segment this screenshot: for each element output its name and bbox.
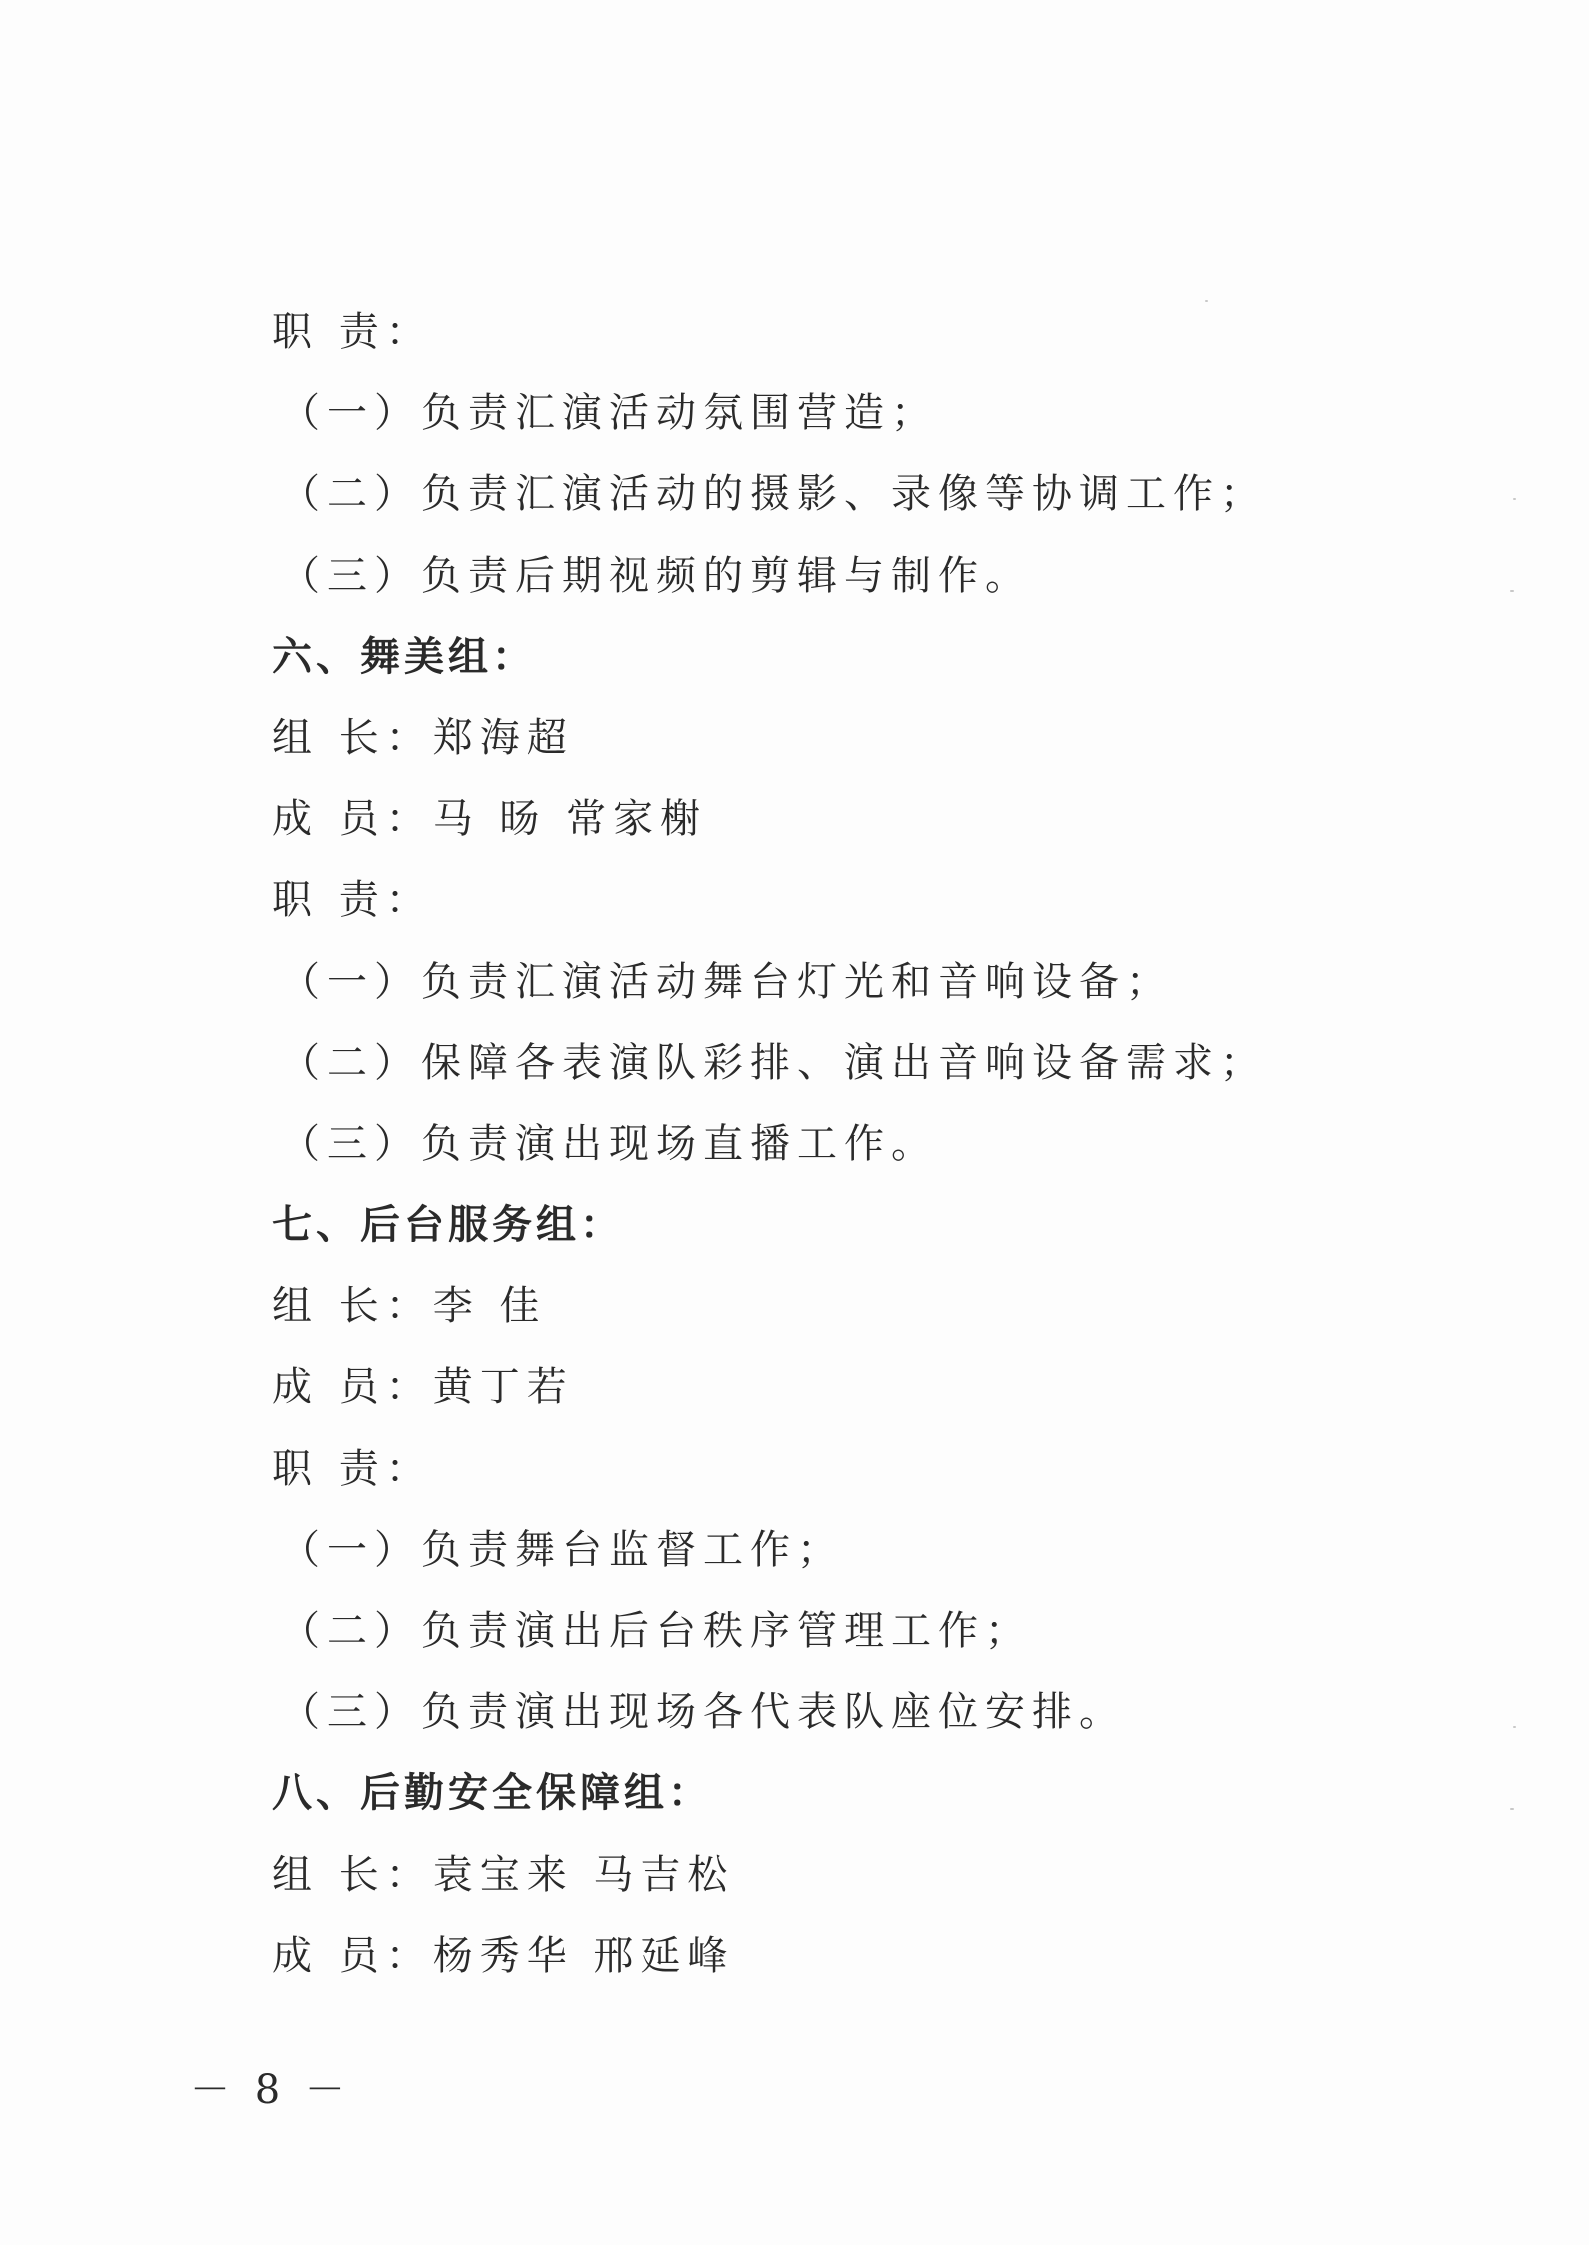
field-line: 职 责： <box>272 1445 433 1492</box>
duty-item: （三）负责演出现场各代表队座位安排。 <box>280 1689 1126 1736</box>
duty-item: （二）保障各表演队彩排、演出音响设备需求； <box>280 1039 1267 1086</box>
scan-speck <box>1510 1808 1514 1810</box>
duty-item: （三）负责演出现场直播工作。 <box>280 1120 938 1167</box>
page-number: － 8 － <box>190 2067 351 2113</box>
field-line: 成 员：马 旸 常家榭 <box>272 796 708 843</box>
duty-item: （一）负责汇演活动氛围营造； <box>280 390 938 437</box>
duty-item: （二）负责演出后台秩序管理工作； <box>280 1608 1032 1654</box>
field-line: 成 员：黄丁若 <box>272 1364 574 1411</box>
field-line: 职 责： <box>272 877 433 924</box>
field-line: 成 员：杨秀华 邢延峰 <box>272 1932 735 1979</box>
duty-item: （一）负责舞台监督工作； <box>280 1526 844 1573</box>
duty-item: （三）负责后期视频的剪辑与制作。 <box>280 552 1032 599</box>
field-line: 组 长：袁宝来 马吉松 <box>272 1851 735 1898</box>
document-body <box>272 292 1372 1997</box>
duty-item: （一）负责汇演活动舞台灯光和音响设备； <box>280 958 1173 1005</box>
section-heading: 七、后台服务组： <box>272 1202 624 1249</box>
scan-speck <box>1510 590 1514 592</box>
scan-speck <box>1513 1726 1516 1728</box>
section-heading: 六、舞美组： <box>272 633 536 680</box>
duty-item: （二）负责汇演活动的摄影、录像等协调工作； <box>280 471 1267 518</box>
scan-speck <box>1513 498 1516 500</box>
field-line: 组 长：李 佳 <box>272 1283 547 1330</box>
section-heading: 八、后勤安全保障组： <box>272 1770 712 1817</box>
field-line: 组 长：郑海超 <box>272 714 574 761</box>
scan-speck <box>1205 300 1208 302</box>
field-line: 职 责： <box>272 309 433 355</box>
